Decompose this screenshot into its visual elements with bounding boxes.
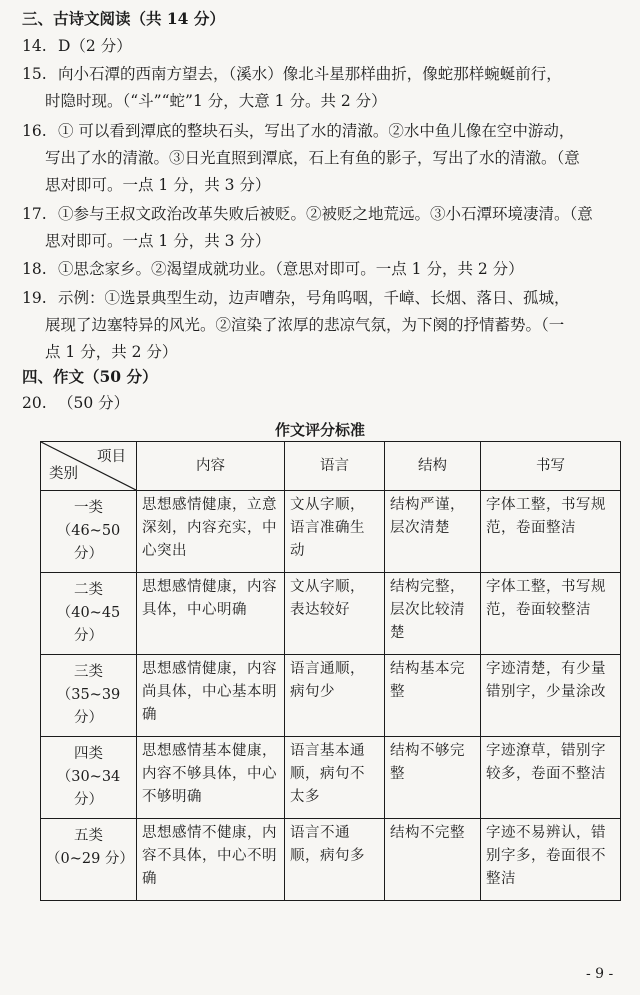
category-name: 四类: [74, 746, 103, 762]
category-range: （0~29 分）: [46, 851, 134, 867]
writing-cell: 字迹不易辨认，错别字多，卷面很不整洁: [481, 819, 621, 901]
section-4-title: 四、作文（50 分）: [22, 367, 158, 386]
q15-number: 15.: [22, 65, 47, 83]
section-3-title: 三、古诗文阅读（共 14 分）: [22, 9, 225, 28]
q17-number: 17.: [22, 205, 47, 223]
writing-cell: 字体工整，书写规范，卷面整洁: [481, 491, 621, 573]
category-range: （40~45 分）: [56, 605, 121, 644]
table-row: [41, 819, 621, 901]
language-cell: 语言不通顺，病句多: [285, 819, 385, 901]
category-cell: [41, 819, 137, 901]
q16-line1: ① 可以看到潭底的整块石头，写出了水的清澈。②水中鱼儿像在空中游动，: [58, 122, 575, 140]
structure-cell: 结构严谨，层次清楚: [385, 491, 481, 573]
header-writing: 书写: [481, 442, 621, 491]
q19-line1: 示例：①选景典型生动，边声嘈杂，号角呜咽，千嶂、长烟、落日、孤城，: [58, 289, 570, 307]
q15-line2: 时隐时现。（“斗”“蛇”1 分，大意 1 分。共 2 分）: [45, 92, 387, 110]
rubric-corner-cell: [41, 442, 137, 491]
header-structure: 结构: [385, 442, 481, 491]
rubric-header-row: [41, 442, 621, 491]
q17-line1: ①参与王叔文政治改革失败后被贬。②被贬之地荒远。③小石潭环境凄清。（意: [58, 205, 593, 223]
structure-cell: 结构不够完整: [385, 737, 481, 819]
corner-item-label: 项目: [97, 449, 126, 465]
q19-number: 19.: [22, 289, 47, 307]
language-cell: 文从字顺，表达较好: [285, 573, 385, 655]
q15-line1: 向小石潭的西南方望去，（溪水）像北斗星那样曲折，像蛇那样蜿蜒前行，: [58, 65, 562, 83]
language-cell: 语言基本通顺，病句不太多: [285, 737, 385, 819]
table-row: [41, 573, 621, 655]
category-name: 五类: [74, 828, 103, 844]
table-row: [41, 655, 621, 737]
header-language: 语言: [285, 442, 385, 491]
category-range: （35~39 分）: [56, 687, 121, 726]
writing-cell: 字迹潦草，错别字较多，卷面不整洁: [481, 737, 621, 819]
category-cell: [41, 655, 137, 737]
q17-answer: [22, 201, 626, 227]
q16-number: 16.: [22, 122, 47, 140]
corner-category-label: 类别: [49, 466, 78, 482]
q18-answer: [22, 256, 626, 282]
category-range: （46~50 分）: [56, 523, 121, 562]
rubric-table: [40, 441, 621, 901]
q14-text: D（2 分）: [58, 37, 132, 55]
q19-line2: 展现了边塞特异的风光。②渲染了浓厚的悲凉气氛，为下阕的抒情蓄势。（一: [45, 316, 565, 334]
category-cell: [41, 491, 137, 573]
q14-number: 14.: [22, 37, 47, 55]
content-cell: 思想感情不健康，内容不具体，中心不明确: [137, 819, 285, 901]
structure-cell: 结构完整，层次比较清楚: [385, 573, 481, 655]
structure-cell: 结构不完整: [385, 819, 481, 901]
category-name: 一类: [74, 500, 103, 516]
category-cell: [41, 573, 137, 655]
q20-answer: [22, 390, 626, 416]
content-cell: 思想感情基本健康，内容不够具体，中心不够明确: [137, 737, 285, 819]
category-range: （30~34 分）: [56, 769, 121, 808]
q16-line2: 写出了水的清澈。③日光直照到潭底，石上有鱼的影子，写出了水的清澈。（意: [45, 149, 580, 167]
q18-number: 18.: [22, 260, 47, 278]
writing-cell: 字迹清楚，有少量错别字，少量涂改: [481, 655, 621, 737]
q20-number: 20.: [22, 394, 47, 412]
q14-answer: [22, 33, 626, 59]
content-cell: 思想感情健康，立意深刻，内容充实，中心突出: [137, 491, 285, 573]
q19-answer: [22, 285, 626, 311]
structure-cell: 结构基本完整: [385, 655, 481, 737]
content-cell: 思想感情健康，内容具体，中心明确: [137, 573, 285, 655]
q16-answer: [22, 118, 626, 144]
category-name: 三类: [74, 664, 103, 680]
q17-line2: 思对即可。一点 1 分，共 3 分）: [45, 232, 271, 250]
header-content: 内容: [137, 442, 285, 491]
page-number: - 9 -: [586, 966, 614, 982]
q16-line3: 思对即可。一点 1 分，共 3 分）: [45, 176, 271, 194]
writing-cell: 字体工整，书写规范，卷面较整洁: [481, 573, 621, 655]
rubric-title: 作文评分标准: [274, 421, 365, 439]
q20-text: （50 分）: [58, 394, 130, 412]
content-cell: 思想感情健康，内容尚具体，中心基本明确: [137, 655, 285, 737]
q19-line3: 点 1 分，共 2 分）: [45, 343, 178, 361]
language-cell: 语言通顺，病句少: [285, 655, 385, 737]
category-cell: [41, 737, 137, 819]
category-name: 二类: [74, 582, 103, 598]
language-cell: 文从字顺，语言准确生动: [285, 491, 385, 573]
q15-answer: [22, 61, 626, 87]
table-row: [41, 737, 621, 819]
q18-text: ①思念家乡。②渴望成就功业。（意思对即可。一点 1 分，共 2 分）: [58, 260, 524, 278]
table-row: [41, 491, 621, 573]
